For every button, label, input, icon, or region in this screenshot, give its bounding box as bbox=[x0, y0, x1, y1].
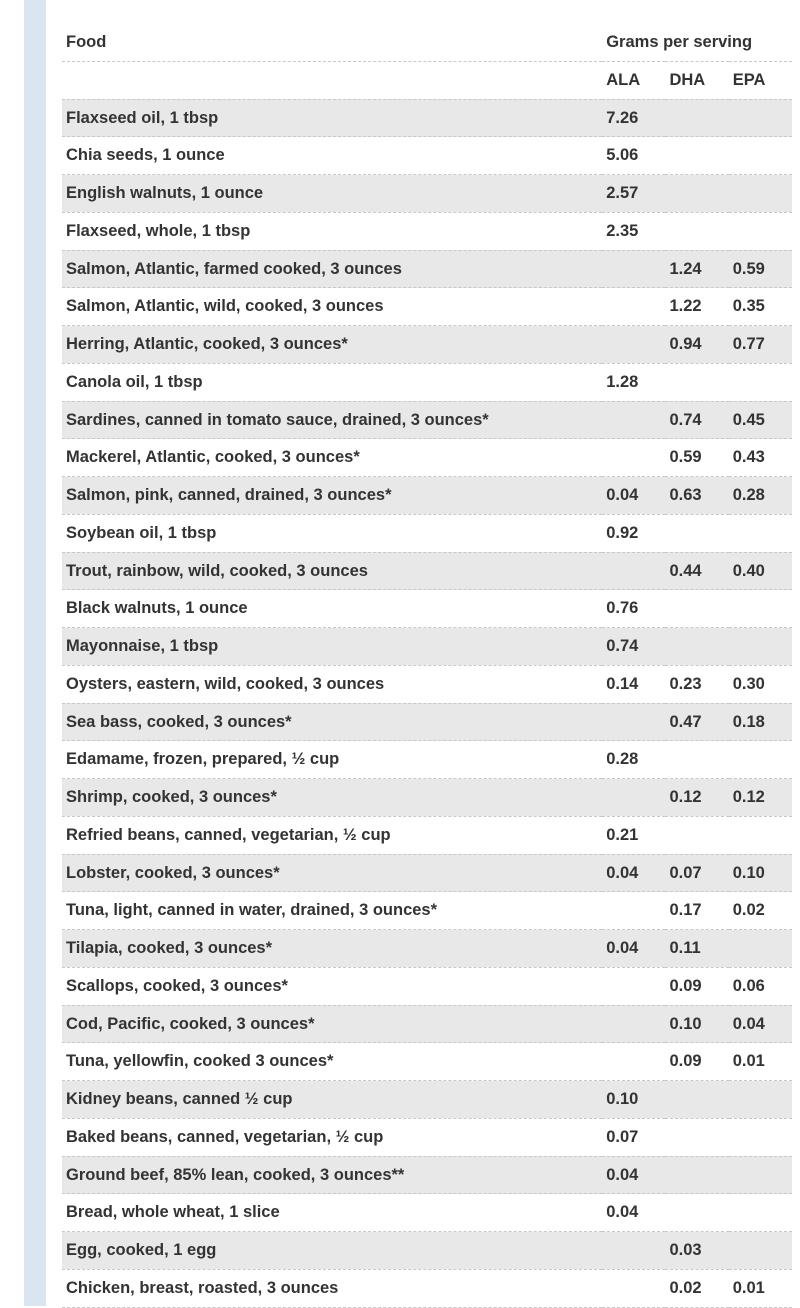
dha-value-cell bbox=[665, 1118, 728, 1156]
food-name-cell: Salmon, Atlantic, farmed cooked, 3 ounces bbox=[62, 250, 602, 288]
table-row bbox=[62, 1118, 792, 1156]
epa-value-cell: 0.77 bbox=[729, 326, 792, 364]
epa-value-cell bbox=[729, 1081, 792, 1119]
table-row bbox=[62, 816, 792, 854]
dha-value-cell: 0.47 bbox=[665, 703, 728, 741]
epa-value-cell bbox=[729, 99, 792, 137]
epa-value-cell: 0.35 bbox=[729, 288, 792, 326]
omega3-food-table bbox=[62, 24, 792, 1308]
ala-value-cell: 7.26 bbox=[602, 99, 665, 137]
epa-value-cell bbox=[729, 1118, 792, 1156]
grams-per-serving-header: Grams per serving bbox=[602, 24, 792, 61]
food-name-cell: Mayonnaise, 1 tbsp bbox=[62, 628, 602, 666]
ala-value-cell bbox=[602, 1232, 665, 1270]
food-name-cell: Kidney beans, canned ½ cup bbox=[62, 1081, 602, 1119]
table-body bbox=[62, 99, 792, 1307]
food-name-cell: Tuna, yellowfin, cooked 3 ounces* bbox=[62, 1043, 602, 1081]
epa-value-cell bbox=[729, 175, 792, 213]
food-name-cell: Sea bass, cooked, 3 ounces* bbox=[62, 703, 602, 741]
ala-value-cell bbox=[602, 288, 665, 326]
epa-value-cell bbox=[729, 212, 792, 250]
table-row bbox=[62, 590, 792, 628]
ala-value-cell bbox=[602, 250, 665, 288]
table-row bbox=[62, 665, 792, 703]
dha-value-cell: 1.22 bbox=[665, 288, 728, 326]
dha-value-cell: 1.24 bbox=[665, 250, 728, 288]
table-row bbox=[62, 175, 792, 213]
food-name-cell: Baked beans, canned, vegetarian, ½ cup bbox=[62, 1118, 602, 1156]
epa-value-cell: 0.18 bbox=[729, 703, 792, 741]
food-column-header: Food bbox=[62, 24, 602, 61]
epa-value-cell bbox=[729, 930, 792, 968]
epa-value-cell: 0.28 bbox=[729, 477, 792, 515]
ala-value-cell: 0.04 bbox=[602, 854, 665, 892]
table-row bbox=[62, 326, 792, 364]
table-row bbox=[62, 99, 792, 137]
food-name-cell: Salmon, Atlantic, wild, cooked, 3 ounces bbox=[62, 288, 602, 326]
table-row bbox=[62, 741, 792, 779]
ala-value-cell bbox=[602, 779, 665, 817]
food-name-cell: Tilapia, cooked, 3 ounces* bbox=[62, 930, 602, 968]
epa-column-header: EPA bbox=[729, 61, 792, 99]
epa-value-cell: 0.12 bbox=[729, 779, 792, 817]
dha-value-cell bbox=[665, 137, 728, 175]
food-name-cell: Oysters, eastern, wild, cooked, 3 ounces bbox=[62, 665, 602, 703]
ala-value-cell: 0.92 bbox=[602, 514, 665, 552]
dha-value-cell: 0.74 bbox=[665, 401, 728, 439]
ala-value-cell: 2.35 bbox=[602, 212, 665, 250]
epa-value-cell: 0.40 bbox=[729, 552, 792, 590]
dha-value-cell: 0.10 bbox=[665, 1005, 728, 1043]
food-name-cell: Sardines, canned in tomato sauce, drained, 3 ounces* bbox=[62, 401, 602, 439]
food-name-cell: Scallops, cooked, 3 ounces* bbox=[62, 967, 602, 1005]
dha-value-cell: 0.23 bbox=[665, 665, 728, 703]
ala-value-cell: 0.76 bbox=[602, 590, 665, 628]
ala-value-cell bbox=[602, 892, 665, 930]
epa-value-cell bbox=[729, 741, 792, 779]
dha-value-cell bbox=[665, 741, 728, 779]
ala-value-cell: 0.04 bbox=[602, 1156, 665, 1194]
ala-value-cell: 0.04 bbox=[602, 1194, 665, 1232]
food-name-cell: Flaxseed, whole, 1 tbsp bbox=[62, 212, 602, 250]
epa-value-cell bbox=[729, 1232, 792, 1270]
ala-value-cell bbox=[602, 401, 665, 439]
epa-value-cell bbox=[729, 816, 792, 854]
table-row bbox=[62, 1269, 792, 1307]
ala-value-cell bbox=[602, 326, 665, 364]
table-row bbox=[62, 628, 792, 666]
ala-value-cell bbox=[602, 439, 665, 477]
ala-value-cell bbox=[602, 1269, 665, 1307]
dha-value-cell: 0.63 bbox=[665, 477, 728, 515]
dha-value-cell: 0.09 bbox=[665, 967, 728, 1005]
food-name-cell: Cod, Pacific, cooked, 3 ounces* bbox=[62, 1005, 602, 1043]
food-name-cell: Chia seeds, 1 ounce bbox=[62, 137, 602, 175]
dha-value-cell: 0.03 bbox=[665, 1232, 728, 1270]
dha-value-cell bbox=[665, 175, 728, 213]
epa-value-cell bbox=[729, 1194, 792, 1232]
epa-value-cell: 0.43 bbox=[729, 439, 792, 477]
table-row bbox=[62, 552, 792, 590]
dha-value-cell bbox=[665, 1156, 728, 1194]
epa-value-cell bbox=[729, 514, 792, 552]
epa-value-cell: 0.06 bbox=[729, 967, 792, 1005]
epa-value-cell: 0.02 bbox=[729, 892, 792, 930]
food-name-cell: Lobster, cooked, 3 ounces* bbox=[62, 854, 602, 892]
dha-value-cell bbox=[665, 590, 728, 628]
table-row bbox=[62, 967, 792, 1005]
dha-value-cell: 0.12 bbox=[665, 779, 728, 817]
food-name-cell: Ground beef, 85% lean, cooked, 3 ounces** bbox=[62, 1156, 602, 1194]
food-name-cell: Black walnuts, 1 ounce bbox=[62, 590, 602, 628]
dha-value-cell: 0.59 bbox=[665, 439, 728, 477]
table-row bbox=[62, 779, 792, 817]
epa-value-cell: 0.01 bbox=[729, 1269, 792, 1307]
table-row bbox=[62, 854, 792, 892]
food-name-cell: Herring, Atlantic, cooked, 3 ounces* bbox=[62, 326, 602, 364]
dha-column-header: DHA bbox=[665, 61, 728, 99]
epa-value-cell: 0.30 bbox=[729, 665, 792, 703]
dha-value-cell: 0.11 bbox=[665, 930, 728, 968]
food-name-cell: Flaxseed oil, 1 tbsp bbox=[62, 99, 602, 137]
table-row bbox=[62, 477, 792, 515]
ala-value-cell: 0.04 bbox=[602, 477, 665, 515]
food-name-cell: Refried beans, canned, vegetarian, ½ cup bbox=[62, 816, 602, 854]
header-row-top bbox=[62, 24, 792, 61]
epa-value-cell bbox=[729, 590, 792, 628]
table-row bbox=[62, 1043, 792, 1081]
dha-value-cell: 0.09 bbox=[665, 1043, 728, 1081]
ala-value-cell bbox=[602, 1005, 665, 1043]
dha-value-cell bbox=[665, 816, 728, 854]
epa-value-cell: 0.01 bbox=[729, 1043, 792, 1081]
side-accent-bar bbox=[24, 0, 46, 1306]
dha-value-cell: 0.02 bbox=[665, 1269, 728, 1307]
food-name-cell: Canola oil, 1 tbsp bbox=[62, 363, 602, 401]
omega3-table-container bbox=[62, 24, 792, 1308]
epa-value-cell bbox=[729, 628, 792, 666]
table-row bbox=[62, 1194, 792, 1232]
dha-value-cell bbox=[665, 99, 728, 137]
food-name-cell: Bread, whole wheat, 1 slice bbox=[62, 1194, 602, 1232]
food-name-cell: Chicken, breast, roasted, 3 ounces bbox=[62, 1269, 602, 1307]
dha-value-cell: 0.17 bbox=[665, 892, 728, 930]
epa-value-cell bbox=[729, 363, 792, 401]
dha-value-cell bbox=[665, 628, 728, 666]
dha-value-cell bbox=[665, 363, 728, 401]
epa-value-cell: 0.45 bbox=[729, 401, 792, 439]
ala-value-cell: 0.14 bbox=[602, 665, 665, 703]
ala-value-cell: 0.74 bbox=[602, 628, 665, 666]
table-row bbox=[62, 212, 792, 250]
dha-value-cell bbox=[665, 514, 728, 552]
epa-value-cell: 0.10 bbox=[729, 854, 792, 892]
ala-value-cell: 5.06 bbox=[602, 137, 665, 175]
food-name-cell: Shrimp, cooked, 3 ounces* bbox=[62, 779, 602, 817]
ala-value-cell: 1.28 bbox=[602, 363, 665, 401]
ala-value-cell bbox=[602, 703, 665, 741]
ala-value-cell bbox=[602, 967, 665, 1005]
table-row bbox=[62, 892, 792, 930]
dha-value-cell bbox=[665, 212, 728, 250]
food-name-cell: Mackerel, Atlantic, cooked, 3 ounces* bbox=[62, 439, 602, 477]
table-row bbox=[62, 1232, 792, 1270]
food-name-cell: English walnuts, 1 ounce bbox=[62, 175, 602, 213]
food-name-cell: Edamame, frozen, prepared, ½ cup bbox=[62, 741, 602, 779]
dha-value-cell bbox=[665, 1194, 728, 1232]
ala-value-cell: 0.10 bbox=[602, 1081, 665, 1119]
ala-value-cell bbox=[602, 1043, 665, 1081]
table-row bbox=[62, 137, 792, 175]
ala-value-cell: 0.07 bbox=[602, 1118, 665, 1156]
table-row bbox=[62, 363, 792, 401]
dha-value-cell bbox=[665, 1081, 728, 1119]
food-subheader-empty bbox=[62, 61, 602, 99]
ala-column-header: ALA bbox=[602, 61, 665, 99]
ala-value-cell: 2.57 bbox=[602, 175, 665, 213]
epa-value-cell bbox=[729, 137, 792, 175]
ala-value-cell: 0.04 bbox=[602, 930, 665, 968]
table-row bbox=[62, 288, 792, 326]
table-row bbox=[62, 514, 792, 552]
food-name-cell: Trout, rainbow, wild, cooked, 3 ounces bbox=[62, 552, 602, 590]
dha-value-cell: 0.94 bbox=[665, 326, 728, 364]
dha-value-cell: 0.07 bbox=[665, 854, 728, 892]
header-row-sub bbox=[62, 61, 792, 99]
table-row bbox=[62, 1005, 792, 1043]
table-row bbox=[62, 930, 792, 968]
epa-value-cell: 0.04 bbox=[729, 1005, 792, 1043]
food-name-cell: Salmon, pink, canned, drained, 3 ounces* bbox=[62, 477, 602, 515]
food-name-cell: Egg, cooked, 1 egg bbox=[62, 1232, 602, 1270]
table-row bbox=[62, 401, 792, 439]
ala-value-cell: 0.21 bbox=[602, 816, 665, 854]
dha-value-cell: 0.44 bbox=[665, 552, 728, 590]
ala-value-cell: 0.28 bbox=[602, 741, 665, 779]
food-name-cell: Tuna, light, canned in water, drained, 3 ounces* bbox=[62, 892, 602, 930]
epa-value-cell: 0.59 bbox=[729, 250, 792, 288]
epa-value-cell bbox=[729, 1156, 792, 1194]
table-row bbox=[62, 250, 792, 288]
food-name-cell: Soybean oil, 1 tbsp bbox=[62, 514, 602, 552]
table-row bbox=[62, 439, 792, 477]
table-row bbox=[62, 703, 792, 741]
table-row bbox=[62, 1081, 792, 1119]
ala-value-cell bbox=[602, 552, 665, 590]
table-row bbox=[62, 1156, 792, 1194]
